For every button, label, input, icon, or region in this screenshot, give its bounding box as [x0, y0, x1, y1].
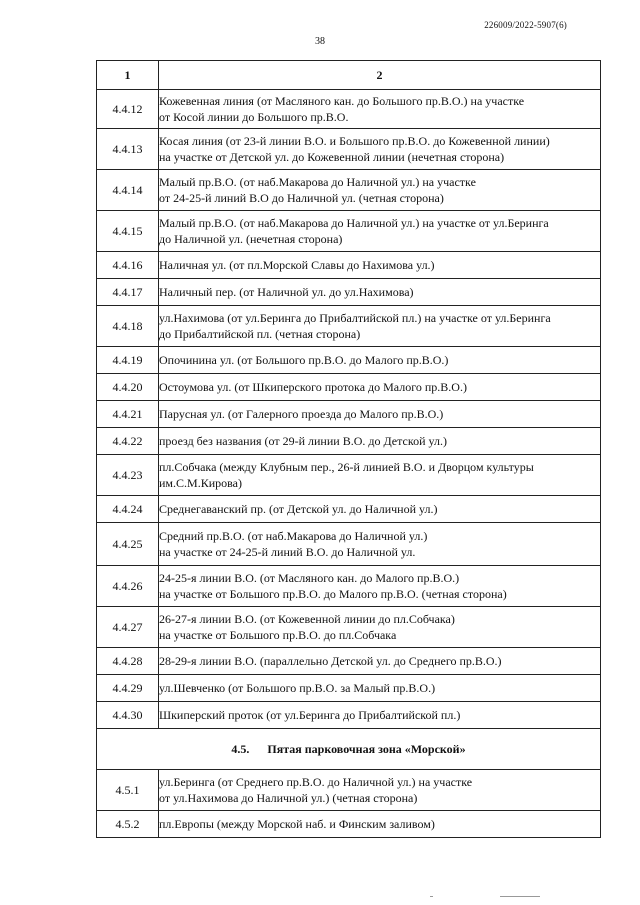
table-row [97, 279, 601, 306]
table-row [97, 401, 601, 428]
row-number: 4.4.30 [97, 702, 159, 729]
description-line: ул.Беринга (от Среднего пр.В.О. до Наличной ул.) на участке [159, 775, 473, 789]
row-description [159, 770, 601, 811]
table-row [97, 607, 601, 648]
table-row [97, 129, 601, 170]
row-number: 4.4.26 [97, 566, 159, 607]
table-row [97, 648, 601, 675]
row-number: 4.4.21 [97, 401, 159, 428]
table-row [97, 428, 601, 455]
description-line: проезд без названия (от 29-й линии В.О. до Детской ул.) [159, 434, 447, 448]
page-number: 38 [315, 36, 325, 47]
table-row [97, 675, 601, 702]
row-description [159, 607, 601, 648]
row-description [159, 811, 601, 838]
description-line: ул.Шевченко (от Большого пр.В.О. за Малый пр.В.О.) [159, 681, 436, 695]
description-line: ул.Нахимова (от ул.Беринга до Прибалтийской пл.) на участке от ул.Беринга [159, 311, 551, 325]
description-line: Наличный пер. (от Наличной ул. до ул.Нахимова) [159, 285, 414, 299]
description-line: до Наличной ул. (нечетная сторона) [159, 232, 343, 246]
description-line: Среднегаванский пр. (от Детской ул. до Наличной ул.) [159, 502, 438, 516]
description-line: 24-25-я линии В.О. (от Масляного кан. до Малого пр.В.О.) [159, 571, 460, 585]
description-line: на участке от Большого пр.В.О. до пл.Собчака [159, 628, 397, 642]
table-row [97, 496, 601, 523]
row-number: 4.4.16 [97, 252, 159, 279]
row-number: 4.4.27 [97, 607, 159, 648]
row-description [159, 496, 601, 523]
section-title: Пятая парковочная зона «Морской» [267, 742, 466, 756]
description-line: им.С.М.Кирова) [159, 476, 242, 490]
row-description [159, 306, 601, 347]
description-line: Средний пр.В.О. (от наб.Макарова до Наличной ул.) [159, 529, 428, 543]
table-row [97, 306, 601, 347]
table-row [97, 523, 601, 566]
row-number: 4.4.20 [97, 374, 159, 401]
section-code: 4.5. [231, 742, 250, 756]
table-row [97, 170, 601, 211]
description-line: от 24-25-й линий В.О до Наличной ул. (четная сторона) [159, 191, 444, 205]
description-line: Остоумова ул. (от Шкиперского протока до Малого пр.В.О.) [159, 380, 467, 394]
table-row [97, 702, 601, 729]
streets-table [96, 60, 601, 838]
description-line: Опочинина ул. (от Большого пр.В.О. до Малого пр.В.О.) [159, 353, 449, 367]
description-line: Кожевенная линия (от Масляного кан. до Большого пр.В.О.) на участке [159, 94, 525, 108]
table-row [97, 90, 601, 129]
row-number: 4.4.15 [97, 211, 159, 252]
row-description [159, 211, 601, 252]
description-line: Шкиперский проток (от ул.Беринга до Прибалтийской пл.) [159, 708, 461, 722]
column-header-2: 2 [159, 61, 601, 90]
row-number: 4.4.14 [97, 170, 159, 211]
document-number: 226009/2022-5907(6) [484, 20, 567, 30]
row-number: 4.4.18 [97, 306, 159, 347]
table-row [97, 211, 601, 252]
row-description [159, 252, 601, 279]
scan-mark [500, 896, 540, 897]
table-row [97, 455, 601, 496]
table-row [97, 770, 601, 811]
description-line: от ул.Нахимова до Наличной ул.) (четная сторона) [159, 791, 418, 805]
row-number: 4.5.1 [97, 770, 159, 811]
description-line: 26-27-я линии В.О. (от Кожевенной линии до пл.Собчака) [159, 612, 455, 626]
description-line: Наличная ул. (от пл.Морской Славы до Нахимова ул.) [159, 258, 435, 272]
row-description [159, 648, 601, 675]
row-number: 4.4.29 [97, 675, 159, 702]
table-header-row [97, 61, 601, 90]
row-number: 4.4.25 [97, 523, 159, 566]
row-description [159, 675, 601, 702]
scan-mark [430, 896, 433, 897]
table-row [97, 374, 601, 401]
table-row [97, 566, 601, 607]
row-description [159, 455, 601, 496]
description-line: пл.Собчака (между Клубным пер., 26-й линией В.О. и Дворцом культуры [159, 460, 534, 474]
description-line: Малый пр.В.О. (от наб.Макарова до Наличной ул.) на участке [159, 175, 476, 189]
column-header-1: 1 [97, 61, 159, 90]
row-description [159, 401, 601, 428]
row-description [159, 129, 601, 170]
row-description [159, 374, 601, 401]
row-description [159, 279, 601, 306]
row-number: 4.4.13 [97, 129, 159, 170]
row-description [159, 428, 601, 455]
row-description [159, 702, 601, 729]
row-description [159, 347, 601, 374]
row-description [159, 90, 601, 129]
table-row [97, 252, 601, 279]
table-row [97, 811, 601, 838]
row-number: 4.4.28 [97, 648, 159, 675]
row-number: 4.4.17 [97, 279, 159, 306]
description-line: пл.Европы (между Морской наб. и Финским заливом) [159, 817, 435, 831]
description-line: на участке от Большого пр.В.О. до Малого пр.В.О. (четная сторона) [159, 587, 507, 601]
description-line: Косая линия (от 23-й линии В.О. и Большого пр.В.О. до Кожевенной линии) [159, 134, 550, 148]
section-heading [97, 729, 601, 770]
row-number: 4.4.22 [97, 428, 159, 455]
table-row [97, 347, 601, 374]
section-row [97, 729, 601, 770]
row-number: 4.4.12 [97, 90, 159, 129]
description-line: от Косой линии до Большого пр.В.О. [159, 110, 349, 124]
table-body [97, 90, 601, 838]
row-description [159, 566, 601, 607]
description-line: на участке от Детской ул. до Кожевенной линии (нечетная сторона) [159, 150, 505, 164]
description-line: на участке от 24-25-й линий В.О. до Наличной ул. [159, 545, 416, 559]
row-number: 4.4.19 [97, 347, 159, 374]
row-number: 4.5.2 [97, 811, 159, 838]
description-line: 28-29-я линии В.О. (параллельно Детской ул. до Среднего пр.В.О.) [159, 654, 502, 668]
row-description [159, 170, 601, 211]
row-number: 4.4.24 [97, 496, 159, 523]
row-description [159, 523, 601, 566]
description-line: Малый пр.В.О. (от наб.Макарова до Наличной ул.) на участке от ул.Беринга [159, 216, 549, 230]
description-line: Парусная ул. (от Галерного проезда до Малого пр.В.О.) [159, 407, 444, 421]
row-number: 4.4.23 [97, 455, 159, 496]
description-line: до Прибалтийской пл. (четная сторона) [159, 327, 361, 341]
